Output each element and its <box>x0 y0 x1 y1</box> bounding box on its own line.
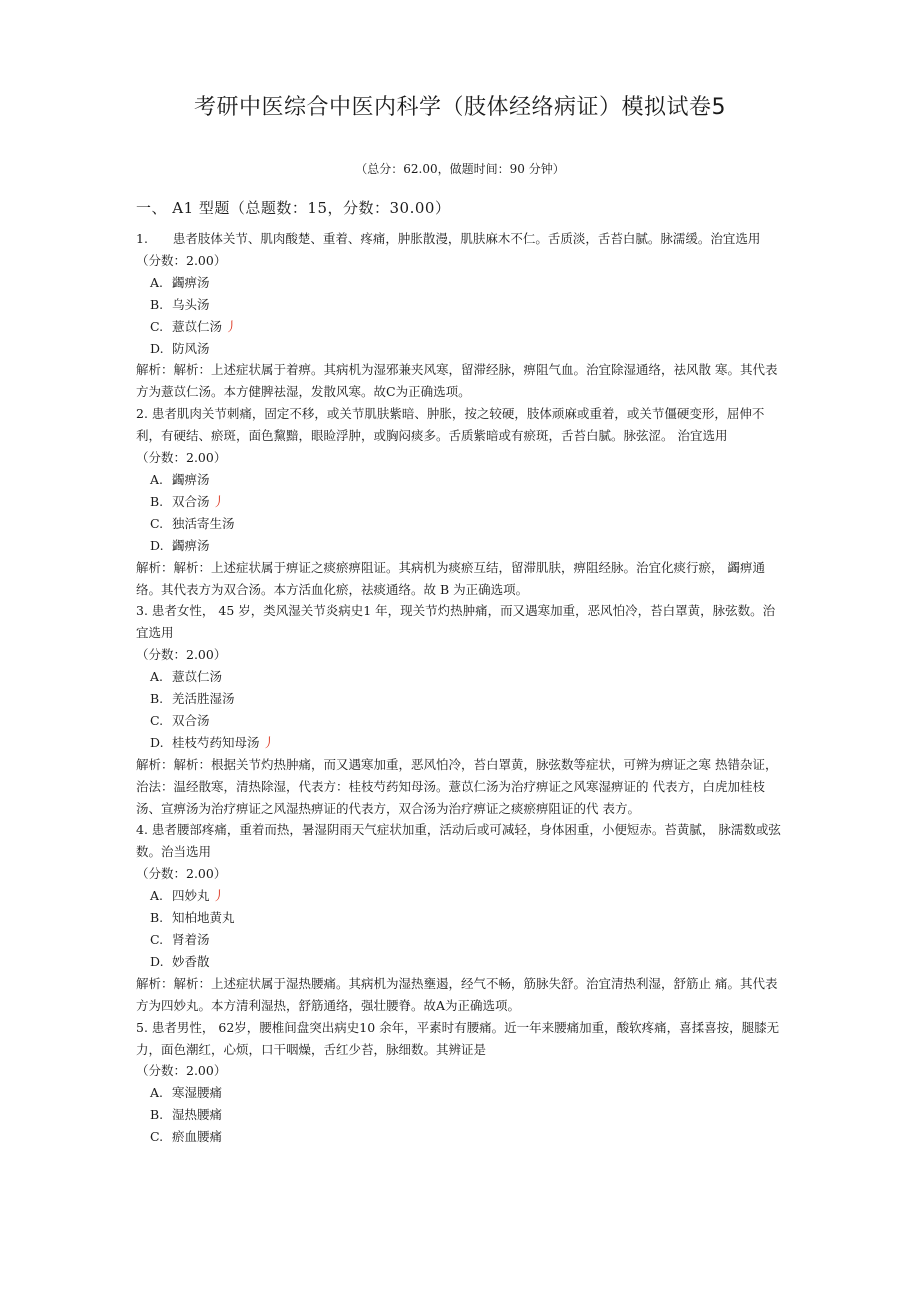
correct-answer-check-icon: 丿 <box>262 734 276 750</box>
option-text: 肾着汤 <box>172 932 210 947</box>
answer-option <box>136 1104 786 1126</box>
answer-option <box>136 469 786 491</box>
question-stem: 2. 患者肌肉关节刺痛，固定不移，或关节肌肤紫暗、肿胀，按之较硬，肢体顽麻或重着，或关节僵硬变形，屈伸不利，有硬结、瘀斑，面色黧黯，眼睑浮肿，或胸闷痰多。舌质紫暗或有瘀斑，舌苔白腻。脉弦涩。 治宜选用 <box>136 406 765 444</box>
question-1 <box>136 228 786 403</box>
question-stem: 5. 患者男性， 62岁，腰椎间盘突出病史10 余年，平素时有腰痛。近一年来腰痛加重，酸软疼痛，喜揉喜按，腿膝无力，面色潮红，心烦，口干咽燥，舌红少苔，脉细数。其辨证是 <box>136 1019 780 1057</box>
option-label: A. <box>150 274 164 290</box>
option-label: C. <box>150 318 164 334</box>
option-text: 双合汤 <box>172 493 210 509</box>
page-title: 考研中医综合中医内科学（肢体经络病证）模拟试卷5 <box>194 95 726 120</box>
question-list <box>136 228 786 1148</box>
question-3 <box>136 600 786 819</box>
answer-explanation: 解析：解析：上述症状属于着痹。其病机为湿邪兼夹风寒，留滞经脉，痹阻气血。治宜除湿通络，祛风散 寒。其代表方为薏苡仁汤。本方健脾祛湿，发散风寒。故C为正确选项。 <box>136 362 778 400</box>
option-label: D. <box>150 340 164 356</box>
option-text: 蠲痹汤 <box>172 274 210 290</box>
option-text: 薏苡仁汤 <box>172 318 223 334</box>
option-label: B. <box>150 493 164 509</box>
answer-option <box>136 1126 786 1148</box>
answer-option <box>136 951 786 973</box>
option-label: D. <box>150 734 164 750</box>
option-text: 羌活胜湿汤 <box>172 691 235 707</box>
answer-option <box>136 885 786 907</box>
answer-option <box>136 929 786 951</box>
question-5 <box>136 1017 786 1148</box>
option-label: C. <box>150 1129 164 1145</box>
answer-option <box>136 513 786 535</box>
answer-option <box>136 710 786 732</box>
answer-option <box>136 1082 786 1104</box>
question-score: （分数：2.00） <box>136 450 227 466</box>
section-heading: 一、 A1 型题（总题数：15，分数：30.00） <box>136 199 451 217</box>
option-text: 防风汤 <box>172 340 210 356</box>
option-text: 四妙丸 <box>172 888 210 904</box>
exam-summary: （总分：62.00，做题时间：90 分钟） <box>355 162 565 176</box>
option-label: B. <box>150 1107 164 1123</box>
option-label: C. <box>150 932 164 947</box>
option-label: B. <box>150 691 164 707</box>
correct-answer-check-icon: 丿 <box>212 493 226 509</box>
correct-answer-check-icon: 丿 <box>225 318 238 334</box>
question-2 <box>136 403 786 600</box>
question-stem: 4. 患者腰部疼痛，重着而热，暑湿阴雨天气症状加重，活动后或可减轻，身体困重，小便短赤。苔黄腻， 脉濡数或弦数。治当选用 <box>136 822 781 860</box>
answer-option <box>136 666 786 688</box>
answer-explanation: 解析：解析：上述症状属于湿热腰痛。其病机为湿热壅遏，经气不畅，筋脉失舒。治宜清热利湿，舒筋止 痛。其代表方为四妙丸。本方清利湿热，舒筋通络，强壮腰脊。故A为正确选项。 <box>136 975 778 1013</box>
option-text: 妙香散 <box>172 953 210 969</box>
answer-option <box>136 338 786 360</box>
answer-option <box>136 272 786 294</box>
option-text: 蠲痹汤 <box>172 471 210 487</box>
correct-answer-check-icon: 丿 <box>212 888 226 904</box>
option-text: 桂枝芍药知母汤 <box>172 734 260 750</box>
option-text: 知柏地黄丸 <box>172 910 235 926</box>
answer-option <box>136 491 786 513</box>
answer-option <box>136 294 786 316</box>
option-text: 瘀血腰痛 <box>172 1129 223 1145</box>
option-label: D. <box>150 537 164 553</box>
question-score: （分数：2.00） <box>136 252 227 268</box>
option-text: 双合汤 <box>172 712 210 728</box>
answer-explanation: 解析：解析：根据关节灼热肿痛，而又遇寒加重，恶风怕冷，苔白罩黄，脉弦数等症状，可辨为痹证之寒 热错杂证，治法：温经散寒，清热除湿，代表方：桂枝芍药知母汤。薏苡仁汤为治疗痹证之风寒湿痹证的 代表方，白虎加桂枝汤、宣痹汤为治疗痹证之风湿热痹证的代表方，双合汤为治疗痹证之痰瘀痹阻证的代 表方。 <box>136 756 778 816</box>
option-label: B. <box>150 910 164 926</box>
answer-option <box>136 535 786 557</box>
option-label: A. <box>150 669 164 685</box>
option-label: C. <box>150 712 164 728</box>
question-stem: 1. 患者肢体关节、肌肉酸楚、重着、疼痛，肿胀散漫，肌肤麻木不仁。舌质淡，舌苔白腻。脉濡缓。治宜选用 <box>136 231 761 246</box>
option-text: 乌头汤 <box>172 296 210 312</box>
answer-option <box>136 316 786 338</box>
question-4 <box>136 819 786 1016</box>
answer-option <box>136 688 786 710</box>
answer-option <box>136 907 786 929</box>
answer-option <box>136 732 786 754</box>
option-text: 薏苡仁汤 <box>172 669 223 685</box>
option-label: A. <box>150 888 164 904</box>
option-text: 独活寄生汤 <box>172 515 235 531</box>
option-text: 寒湿腰痛 <box>172 1085 223 1101</box>
option-label: D. <box>150 953 164 969</box>
question-score: （分数：2.00） <box>136 866 227 882</box>
answer-explanation: 解析：解析：上述症状属于痹证之痰瘀痹阻证。其病机为痰瘀互结，留滞肌肤，痹阻经脉。治宜化痰行瘀， 蠲痹通络。其代表方为双合汤。本方活血化瘀，祛痰通络。故 B 为正确选项。 <box>136 559 765 597</box>
option-label: A. <box>150 1085 164 1101</box>
option-text: 蠲痹汤 <box>172 537 210 553</box>
option-label: C. <box>150 515 164 531</box>
question-stem: 3. 患者女性， 45 岁，类风湿关节炎病史1 年，现关节灼热肿痛，而又遇寒加重，恶风怕冷，苔白罩黄，脉弦数。治宜选用 <box>136 603 776 641</box>
option-label: B. <box>150 296 164 312</box>
option-text: 湿热腰痛 <box>172 1107 223 1123</box>
option-label: A. <box>150 471 164 487</box>
question-score: （分数：2.00） <box>136 647 227 663</box>
question-score: （分数：2.00） <box>136 1063 227 1079</box>
